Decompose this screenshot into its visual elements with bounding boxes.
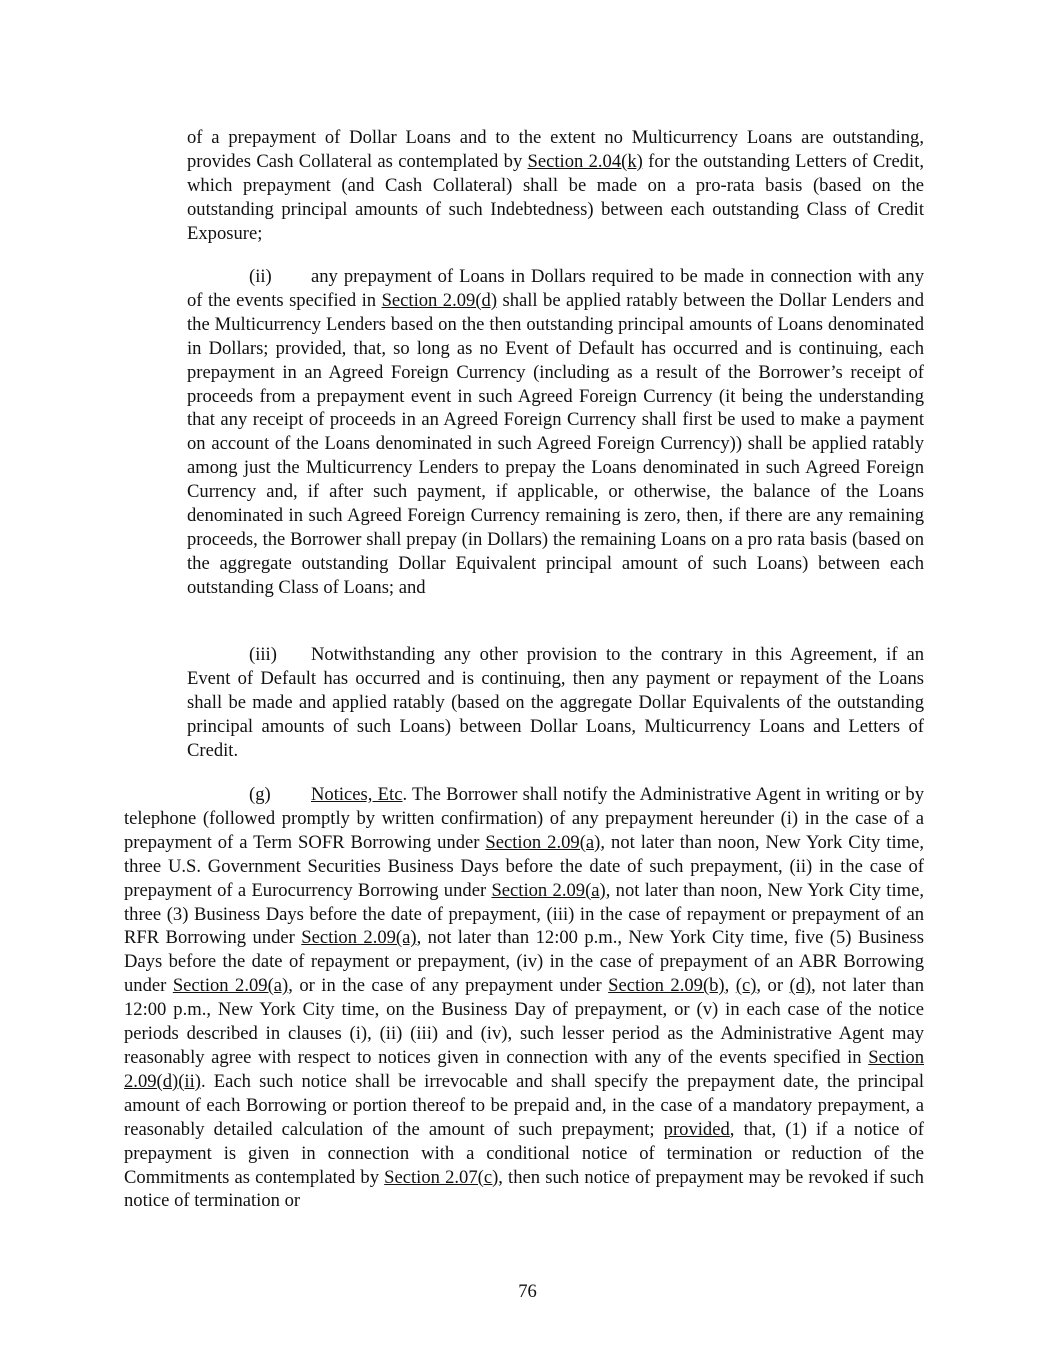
section-heading: Notices, Etc <box>311 784 403 805</box>
section-reference: (d) <box>789 975 812 997</box>
section-reference: Section 2.09(d)(ii) <box>124 1046 924 1092</box>
text-run: , not later than 12:00 p.m., New York City time, on the Business Day of prepayment, or (v) in each case of the notice periods described in clauses (i), (ii) (iii) and (iv), such lesser period as the Administrative Agent may reasonably agree with respect to notices given in connection with any of the events specified in <box>124 975 925 1068</box>
text-run: , that, (1) if a notice of prepayment is given in connection with a conditional notice of termination or reduction of the Commitments as contemplated by <box>124 1118 924 1188</box>
text-run: , then such notice of prepayment may be revoked if such notice of termination or <box>124 1166 924 1212</box>
section-reference: Section 2.09(a) <box>485 831 601 853</box>
section-reference: Section 2.04(k) <box>527 150 643 172</box>
text-run: , not later than 12:00 p.m., New York City time, five (5) Business Days before the date of repayment or prepayment, (iv) in the case of prepayment of an ABR Borrowing under <box>124 927 924 997</box>
paragraph-notices <box>124 783 924 1213</box>
section-reference: (c) <box>735 975 757 997</box>
section-reference: Section 2.09(a) <box>301 927 417 949</box>
text-run: , or <box>756 975 790 997</box>
text-run: of a prepayment of Dollar Loans and to the extent no Multicurrency Loans are outstanding, provides Cash Collateral as contemplated by <box>187 127 924 172</box>
text-run: . The Borrower shall notify the Administrative Agent in writing or by telephone (followed promptly by written confirmation) of any prepayment hereunder (i) in the case of a prepayment of a Term SOFR Borrowing under <box>124 784 924 853</box>
text-run: , <box>724 975 736 997</box>
clause-number: (iii) <box>249 644 277 665</box>
paragraph-cash-collateral <box>187 126 924 246</box>
section-reference: Section 2.09(a) <box>172 975 289 997</box>
paragraph-clause-ii <box>187 265 924 600</box>
text-run: shall be applied ratably between the Dollar Lenders and the Multicurrency Lenders based on the then outstanding principal amounts of Loans denominated in Dollars; provided, that, so long as no Event of Default has occurred and is continuing, each prepayment in an Agreed Foreign Currency (including as a result of the Borrower’s receipt of proceeds from a prepayment event in such Agreed Foreign Currency (it being the understanding that any receipt of proceeds in an Agreed Foreign Currency shall first be used to make a payment on account of the Loans denominated in such Agreed Foreign Currency)) shall be applied ratably among just the Multicurrency Lenders to prepay the Loans denominated in such Agreed Foreign Currency and, if after such payment, if applicable, or otherwise, the balance of the Loans denominated in such Agreed Foreign Currency remaining is zero, then, if there are any remaining proceeds, the Borrower shall prepay (in Dollars) the remaining Loans on a pro rata basis (based on the aggregate outstanding Dollar Equivalent principal amount of such Loans) between each outstanding Class of Loans; and <box>187 289 925 598</box>
text-run: any prepayment of Loans in Dollars required to be made in connection with any of the events specified in <box>187 266 924 311</box>
page-number: 76 <box>518 1281 537 1302</box>
section-reference: Section 2.09(b) <box>608 975 725 997</box>
text-run: for the outstanding Letters of Credit, which prepayment (and Cash Collateral) shall be made on a pro-rata basis (based on the outstanding principal amounts of such Indebtedness) between each outstanding Class of Credit Exposure; <box>187 150 925 244</box>
section-reference: Section 2.09(d) <box>381 289 498 311</box>
section-reference: Section 2.09(a) <box>491 879 606 901</box>
paragraph-clause-iii <box>187 643 924 763</box>
text-run: . Each such notice shall be irrevocable and shall specify the prepayment date, the principal amount of each Borrowing or portion thereof to be prepaid and, in the case of a mandatory prepayment, a reasonably detailed calculation of the amount of such prepayment; <box>124 1070 924 1140</box>
text-run: , not later than noon, New York City time, three (3) Business Days before the date of prepayment, (iii) in the case of repayment or prepayment of an RFR Borrowing under <box>124 879 924 949</box>
text-run: , not later than noon, New York City time, three U.S. Government Securities Business Days before the date of such prepayment, (ii) in the case of prepayment of a Eurocurrency Borrowing under <box>124 831 924 901</box>
defined-term: provided <box>663 1118 730 1140</box>
text-run: , or in the case of any prepayment under <box>288 975 609 997</box>
clause-number: (g) <box>249 784 271 805</box>
section-reference: Section 2.07(c) <box>384 1166 499 1188</box>
text-run: Notwithstanding any other provision to the contrary in this Agreement, if an Event of Default has occurred and is continuing, then any payment or repayment of the Loans shall be made and applied ratably (based on the aggregate Dollar Equivalents of the outstanding principal amounts of such Loans) between Dollar Loans, Multicurrency Loans and Letters of Credit. <box>187 644 924 761</box>
clause-number: (ii) <box>249 266 272 287</box>
